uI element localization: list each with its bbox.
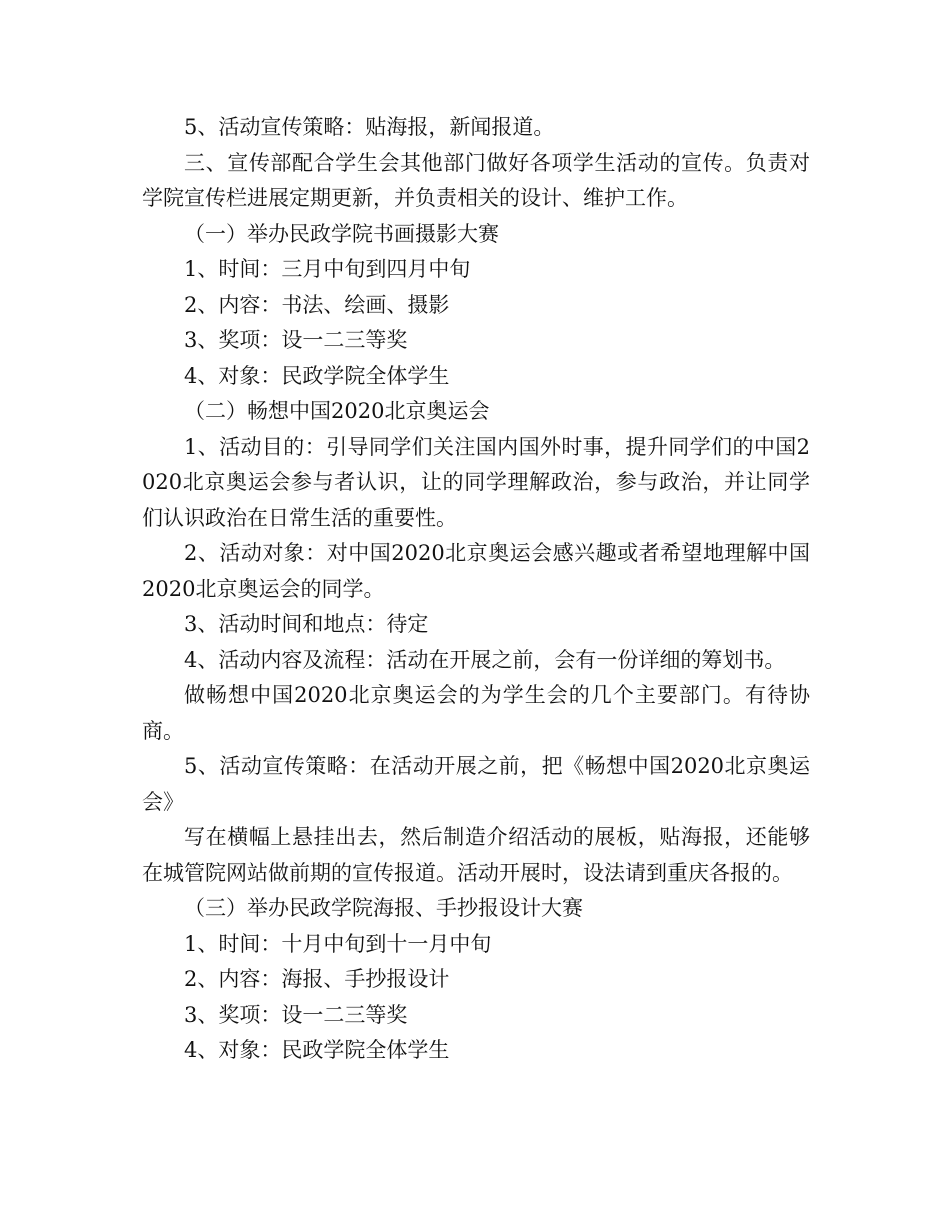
paragraph-8: （二）畅想中国2020北京奥运会	[184, 399, 490, 423]
paragraph-11: 3、活动时间和地点：待定	[184, 612, 429, 636]
paragraph-3: （一）举办民政学院书画摄影大赛	[184, 221, 499, 246]
document-body	[142, 110, 810, 1069]
paragraph-17: 1、时间：十月中旬到十一月中旬	[184, 931, 492, 956]
paragraph-2: 三、宣传部配合学生会其他部门做好各项学生活动的宣传。负责对学院宣传栏进展定期更新，并负责相关的设计、维护工作。	[142, 150, 810, 210]
paragraph-16: （三）举办民政学院海报、手抄报设计大赛	[184, 896, 583, 920]
paragraph-9: 1、活动目的：引导同学们关注国内国外时事，提升同学们的中国2020北京奥运会参与者认识，让的同学理解政治，参与政治，并让同学们认识政治在日常生活的重要性。	[142, 434, 810, 530]
paragraph-14: 5、活动宣传策略：在活动开展之前，把《畅想中国2020北京奥运会》	[142, 754, 810, 814]
paragraph-5: 2、内容：书法、绘画、摄影	[184, 292, 450, 317]
paragraph-10: 2、活动对象：对中国2020北京奥运会感兴趣或者希望地理解中国2020北京奥运会的同学。	[142, 541, 810, 601]
paragraph-4: 1、时间：三月中旬到四月中旬	[184, 257, 471, 281]
paragraph-1: 5、活动宣传策略：贴海报，新闻报道。	[184, 115, 555, 139]
paragraph-20: 4、对象：民政学院全体学生	[184, 1038, 450, 1062]
paragraph-6: 3、奖项：设一二三等奖	[184, 328, 408, 352]
paragraph-18: 2、内容：海报、手抄报设计	[184, 967, 450, 991]
paragraph-15: 写在横幅上悬挂出去，然后制造介绍活动的展板，贴海报，还能够在城管院网站做前期的宣传报道。活动开展时，设法请到重庆各报的。	[142, 825, 810, 885]
paragraph-13: 做畅想中国2020北京奥运会的为学生会的几个主要部门。有待协商。	[142, 683, 810, 743]
paragraph-12: 4、活动内容及流程：活动在开展之前，会有一份详细的筹划书。	[184, 647, 786, 672]
paragraph-19: 3、奖项：设一二三等奖	[184, 1002, 408, 1027]
paragraph-7: 4、对象：民政学院全体学生	[184, 363, 450, 388]
